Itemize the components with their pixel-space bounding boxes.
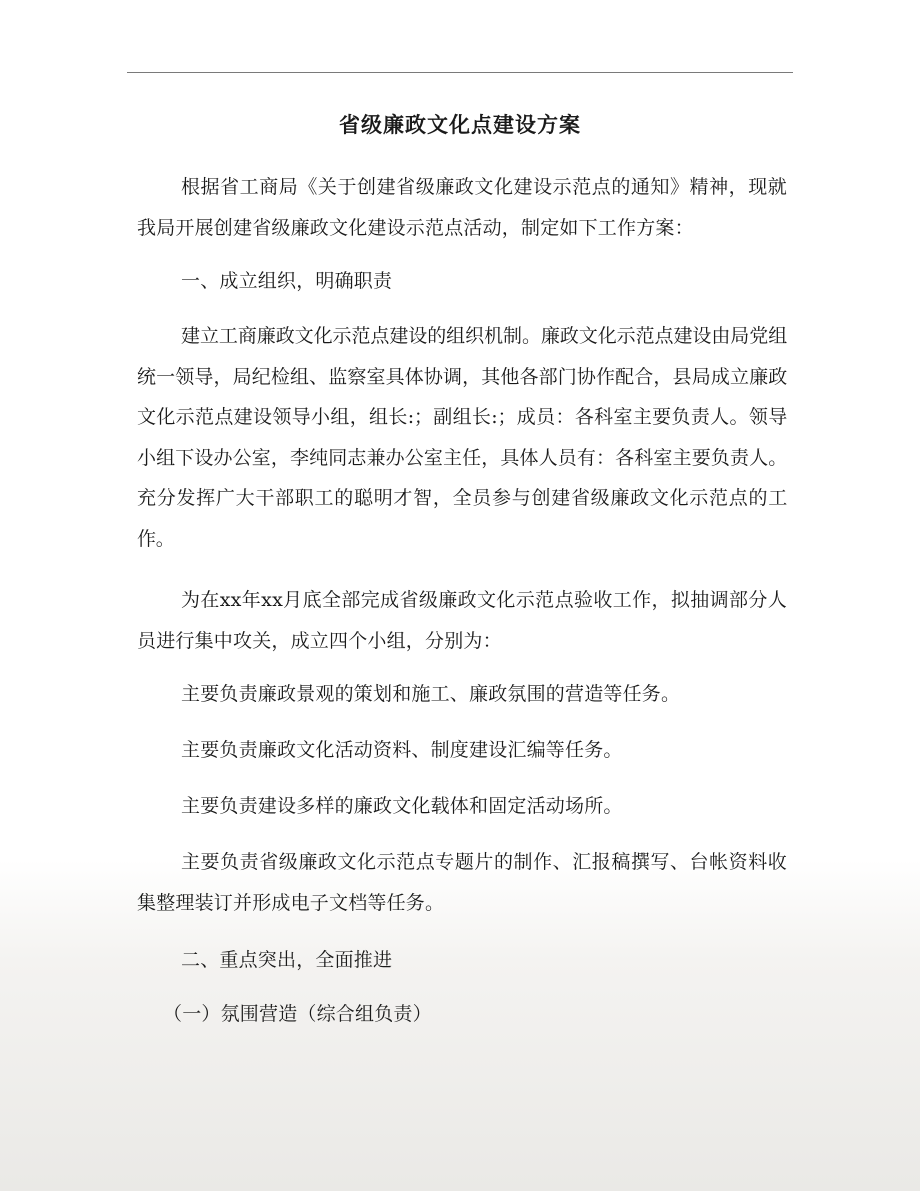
group-task-2: 主要负责廉政文化活动资料、制度建设汇编等任务。	[181, 739, 623, 761]
header-rule	[127, 72, 793, 73]
groups-paragraph: 为在xx年xx月底全部完成省级廉政文化示范点验收工作，拟抽调部分人员进行集中攻关，成立四个小组，分别为：	[137, 589, 787, 652]
group-task-4: 主要负责省级廉政文化示范点专题片的制作、汇报稿撰写、台帐资料收集整理装订并形成电子文档等任务。	[137, 851, 787, 914]
group-task-1: 主要负责廉政景观的策划和施工、廉政氛围的营造等任务。	[181, 683, 681, 705]
subsection-heading-1: （一）氛围营造（综合组负责）	[163, 1003, 432, 1025]
intro-paragraph: 根据省工商局《关于创建省级廉政文化建设示范点的通知》精神，现就我局开展创建省级廉政文化建设示范点活动，制定如下工作方案：	[137, 176, 787, 239]
document-title: 省级廉政文化点建设方案	[339, 113, 581, 137]
organization-paragraph: 建立工商廉政文化示范点建设的组织机制。廉政文化示范点建设由局党组统一领导，局纪检组、监察室具体协调，其他各部门协作配合，县局成立廉政文化示范点建设领导小组，组长:；副组长:；成员：各科室主要负责人。领导小组下设办公室，李纯同志兼办公室主任，具体人员有：各科室主要负责人。充分发挥广大干部职工的聪明才智，全员参与创建省级廉政文化示范点的工作。	[137, 325, 787, 550]
section-heading-2: 二、重点突出，全面推进	[181, 949, 393, 971]
group-task-3: 主要负责建设多样的廉政文化载体和固定活动场所。	[181, 795, 623, 817]
section-heading-1: 一、成立组织，明确职责	[181, 270, 393, 292]
